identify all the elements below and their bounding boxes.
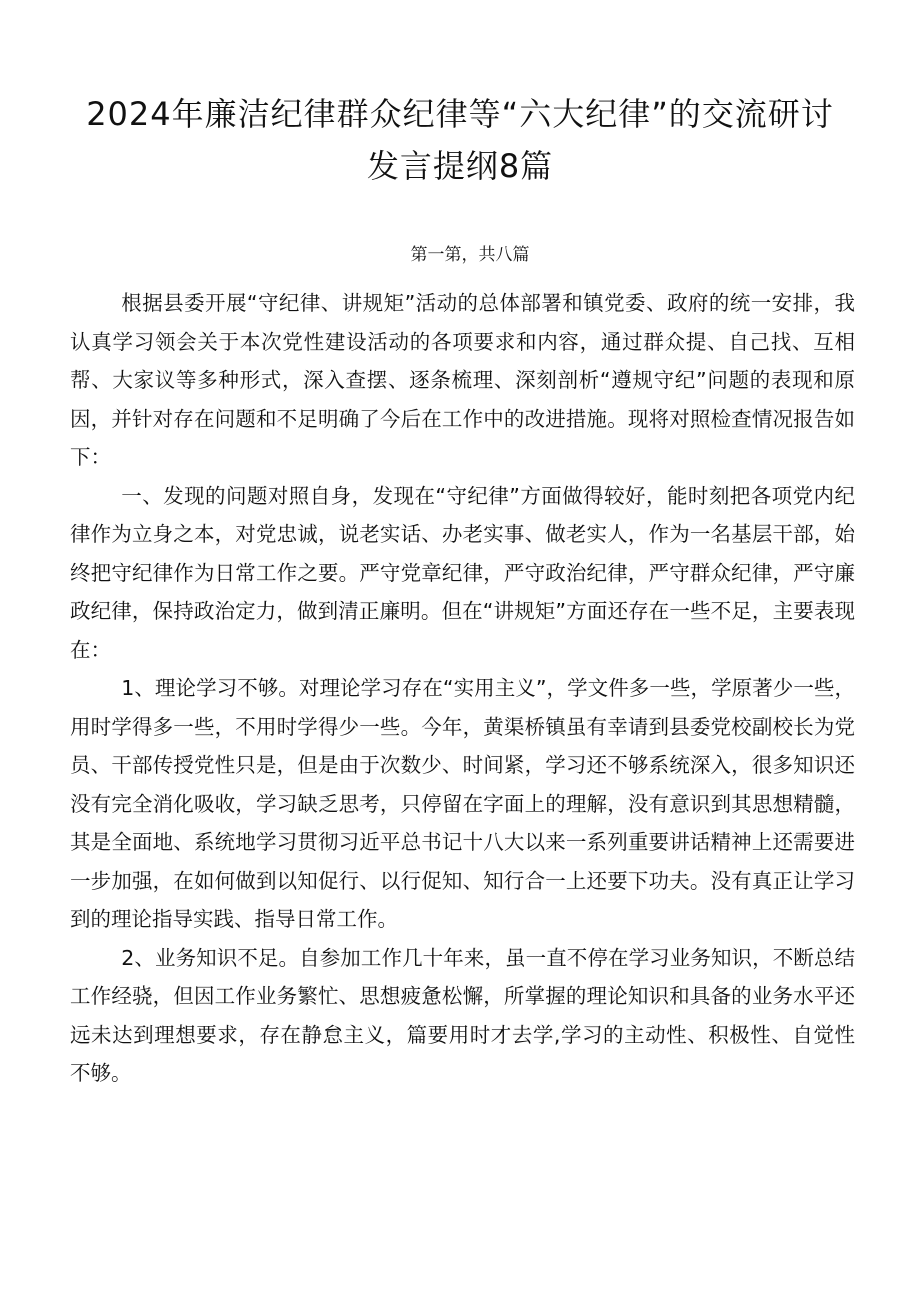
paragraph-item-theory-study: 1、理论学习不够。对理论学习存在“实用主义”，学文件多一些，学原著少一些，用时学得多一些，不用时学得少一些。今年，黄渠桥镇虽有幸请到县委党校副校长为党员、干部传授党性只是，但是由于次数少、时间紧，学习还不够系统深入，很多知识还没有完全消化吸收，学习缺乏思考，只停留在字面上的理解，没有意识到其思想精髓，其是全面地、系统地学习贯彻习近平总书记十八大以来一系列重要讲话精神上还需要进一步加强，在如何做到以知促行、以行促知、知行合一上还要下功夫。没有真正让学习到的理论指导实践、指导日常工作。 <box>70 676 855 931</box>
document-subtitle: 第一第，共八篇 <box>410 245 530 265</box>
paragraph-section-one: 一、发现的问题对照自身，发现在“守纪律”方面做得较好，能时刻把各项党内纪律作为立身之本，对党忠诚，说老实话、办老实事、做老实人，作为一名基层干部，始终把守纪律作为日常工作之要。严守党章纪律，严守政治纪律，严守群众纪律，严守廉政纪律，保持政治定力，做到清正廉明。但在“讲规矩”方面还存在一些不足，主要表现在： <box>70 483 855 662</box>
document-body <box>70 284 855 1093</box>
paragraph-intro: 根据县委开展“守纪律、讲规矩”活动的总体部署和镇党委、政府的统一安排，我认真学习领会关于本次党性建设活动的各项要求和内容，通过群众提、自己找、互相帮、大家议等多种形式，深入查摆、逐条梳理、深刻剖析“遵规守纪”问题的表现和原因，并针对存在问题和不足明确了今后在工作中的改进措施。现将对照检查情况报告如下： <box>70 291 855 469</box>
document-title: 2024年廉洁纪律群众纪律等“六大纪律”的交流研讨发言提纲8篇 <box>86 95 834 185</box>
paragraph-item-business-knowledge: 2、业务知识不足。自参加工作几十年来，虽一直不停在学习业务知识，不断总结工作经骁，但因工作业务繁忙、思想疲惫松懈，所掌握的理论知识和具备的业务水平还远未达到理想要求，存在静怠主义，篇要用时才去学,学习的主动性、积极性、自觉性不够。 <box>70 945 855 1085</box>
